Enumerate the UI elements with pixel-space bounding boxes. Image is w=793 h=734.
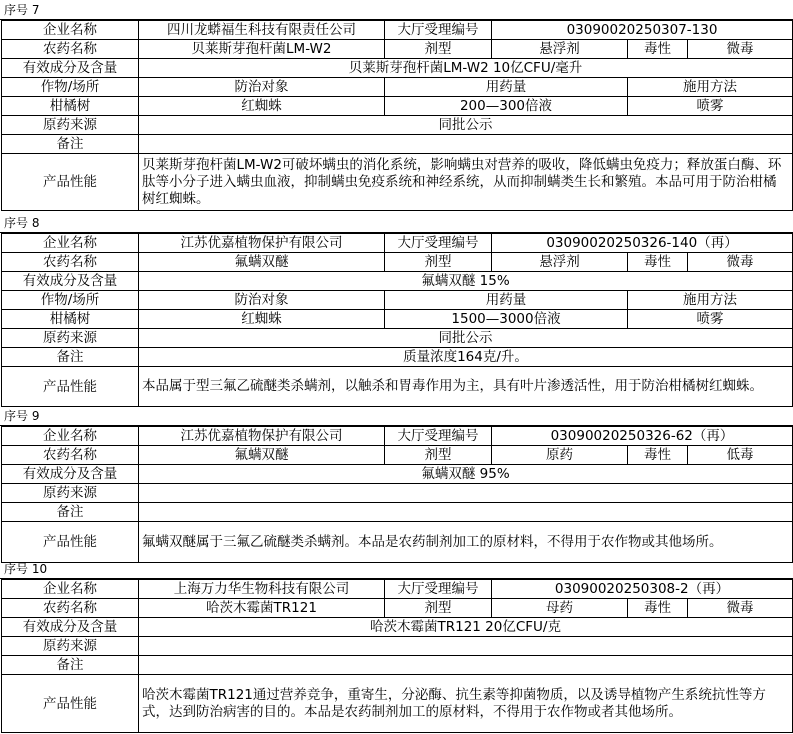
- crop-value: 柑橘树: [2, 310, 139, 329]
- label-hall-no: 大厅受理编号: [385, 427, 492, 446]
- label-pesticide: 农药名称: [2, 599, 139, 618]
- ingredient-value: 氟螨双醚 15%: [139, 272, 793, 291]
- company-value: 江苏优嘉植物保护有限公司: [139, 427, 385, 446]
- record-table: [1, 233, 793, 407]
- remark-value: [139, 503, 793, 522]
- performance-value: 贝莱斯芽孢杆菌LM-W2可破坏螨虫的消化系统，影响螨虫对营养的吸收，降低螨虫免疫力；释放蛋白酶、环肽等小分子进入螨虫血液，抑制螨虫免疫系统和神经系统，从而抑制螨类生长和繁殖。本品可用于防治柑橘树红蜘蛛。: [139, 154, 793, 211]
- label-crop: 作物/场所: [2, 291, 139, 310]
- label-toxicity: 毒性: [628, 253, 688, 272]
- record-header: 序号 8: [0, 213, 793, 233]
- label-formulation: 剂型: [385, 599, 492, 618]
- company-value: 上海万力华生物科技有限公司: [139, 580, 385, 599]
- label-dosage: 用药量: [385, 78, 628, 97]
- company-value: 四川龙蟒福生科技有限责任公司: [139, 21, 385, 40]
- label-toxicity: 毒性: [628, 599, 688, 618]
- label-source: 原药来源: [2, 484, 139, 503]
- pesticide-value: 贝莱斯芽孢杆菌LM-W2: [139, 40, 385, 59]
- label-pesticide: 农药名称: [2, 253, 139, 272]
- label-dosage: 用药量: [385, 291, 628, 310]
- target-value: 红蜘蛛: [139, 310, 385, 329]
- crop-value: 柑橘树: [2, 97, 139, 116]
- label-remark: 备注: [2, 348, 139, 367]
- record-header: 序号 7: [0, 0, 793, 20]
- label-ingredient: 有效成分及含量: [2, 272, 139, 291]
- hall-no-value: 03090020250308-2（再）: [492, 580, 793, 599]
- record-table: [1, 579, 793, 733]
- pesticide-value: 哈茨木霉菌TR121: [139, 599, 385, 618]
- record-header: 序号 10: [0, 559, 793, 579]
- formulation-value: 悬浮剂: [492, 253, 628, 272]
- hall-no-value: 03090020250326-62（再）: [492, 427, 793, 446]
- label-remark: 备注: [2, 656, 139, 675]
- label-pesticide: 农药名称: [2, 40, 139, 59]
- label-crop: 作物/场所: [2, 78, 139, 97]
- ingredient-value: 氟螨双醚 95%: [139, 465, 793, 484]
- remark-value: 质量浓度164克/升。: [139, 348, 793, 367]
- remark-value: [139, 135, 793, 154]
- label-hall-no: 大厅受理编号: [385, 580, 492, 599]
- toxicity-value: 微毒: [688, 253, 793, 272]
- label-source: 原药来源: [2, 329, 139, 348]
- label-formulation: 剂型: [385, 446, 492, 465]
- label-source: 原药来源: [2, 116, 139, 135]
- formulation-value: 母药: [492, 599, 628, 618]
- toxicity-value: 低毒: [688, 446, 793, 465]
- pesticide-value: 氟螨双醚: [139, 253, 385, 272]
- dosage-value: 200—300倍液: [385, 97, 628, 116]
- record-table: [1, 426, 793, 563]
- label-hall-no: 大厅受理编号: [385, 234, 492, 253]
- ingredient-value: 贝莱斯芽孢杆菌LM-W2 10亿CFU/毫升: [139, 59, 793, 78]
- label-hall-no: 大厅受理编号: [385, 21, 492, 40]
- toxicity-value: 微毒: [688, 40, 793, 59]
- label-company: 企业名称: [2, 580, 139, 599]
- label-pesticide: 农药名称: [2, 446, 139, 465]
- source-value: [139, 484, 793, 503]
- ingredient-value: 哈茨木霉菌TR121 20亿CFU/克: [139, 618, 793, 637]
- label-performance: 产品性能: [2, 522, 139, 563]
- performance-value: 本品属于型三氟乙硫醚类杀螨剂，以触杀和胃毒作用为主，具有叶片渗透活性，用于防治柑橘树红蜘蛛。: [139, 367, 793, 407]
- label-performance: 产品性能: [2, 675, 139, 733]
- label-performance: 产品性能: [2, 154, 139, 211]
- company-value: 江苏优嘉植物保护有限公司: [139, 234, 385, 253]
- record-table: [1, 20, 793, 211]
- formulation-value: 原药: [492, 446, 628, 465]
- hall-no-value: 03090020250326-140（再）: [492, 234, 793, 253]
- label-formulation: 剂型: [385, 40, 492, 59]
- label-ingredient: 有效成分及含量: [2, 59, 139, 78]
- method-value: 喷雾: [628, 97, 793, 116]
- hall-no-value: 03090020250307-130: [492, 21, 793, 40]
- pesticide-value: 氟螨双醚: [139, 446, 385, 465]
- performance-value: 哈茨木霉菌TR121通过营养竞争，重寄生，分泌酶、抗生素等抑菌物质，以及诱导植物产生系统抗性等方式，达到防治病害的目的。本品是农药制剂加工的原材料，不得用于农作物或者其他场所。: [139, 675, 793, 733]
- performance-value: 氟螨双醚属于三氟乙硫醚类杀螨剂。本品是农药制剂加工的原材料，不得用于农作物或其他场所。: [139, 522, 793, 563]
- remark-value: [139, 656, 793, 675]
- method-value: 喷雾: [628, 310, 793, 329]
- label-performance: 产品性能: [2, 367, 139, 407]
- label-company: 企业名称: [2, 234, 139, 253]
- label-toxicity: 毒性: [628, 446, 688, 465]
- label-toxicity: 毒性: [628, 40, 688, 59]
- source-value: 同批公示: [139, 329, 793, 348]
- label-company: 企业名称: [2, 427, 139, 446]
- label-ingredient: 有效成分及含量: [2, 465, 139, 484]
- label-formulation: 剂型: [385, 253, 492, 272]
- label-remark: 备注: [2, 503, 139, 522]
- label-target: 防治对象: [139, 78, 385, 97]
- label-source: 原药来源: [2, 637, 139, 656]
- label-method: 施用方法: [628, 291, 793, 310]
- label-ingredient: 有效成分及含量: [2, 618, 139, 637]
- label-company: 企业名称: [2, 21, 139, 40]
- dosage-value: 1500—3000倍液: [385, 310, 628, 329]
- label-target: 防治对象: [139, 291, 385, 310]
- source-value: [139, 637, 793, 656]
- toxicity-value: 微毒: [688, 599, 793, 618]
- formulation-value: 悬浮剂: [492, 40, 628, 59]
- label-remark: 备注: [2, 135, 139, 154]
- target-value: 红蜘蛛: [139, 97, 385, 116]
- label-method: 施用方法: [628, 78, 793, 97]
- source-value: 同批公示: [139, 116, 793, 135]
- record-header: 序号 9: [0, 406, 793, 426]
